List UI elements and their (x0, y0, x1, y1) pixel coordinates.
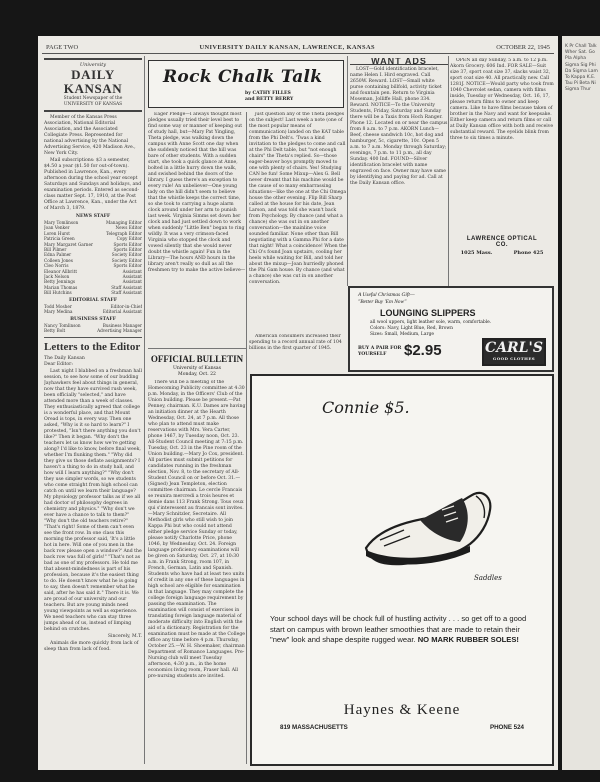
haynes-keene-body (270, 614, 536, 646)
member-text: Member of the Kansas Press Association, National Editorial Association, and the Associated Collegiate Press. Represented for national advertising by the National Advertising Service, 420 Madison Ave., New York City. (44, 115, 136, 156)
mail-text: Mail subscriptions: $3 a semester, $4.50 a year ($1.50 for out-of-town). Published in Lawrence, Kan., every afternoon during the school year except Saturdays and Sundays and holidays, and examination periods. Entered as second-class matter Sept. 17, 1910, at the Post Office at Lawrence, Kan., under the Act of March 3, 1879. (44, 158, 142, 211)
staff-line (44, 290, 142, 295)
staff-name: Marian Thomas (44, 284, 78, 290)
column-rule-4 (448, 56, 449, 286)
staff-role: Editorial Assistant (102, 309, 142, 315)
staff-name: Loren Hurst (44, 230, 70, 236)
slippers-line-1: A Useful Christmas Gift— (358, 292, 415, 298)
staff-name: Patricia Green (44, 236, 75, 242)
staff-name: Jack Nelson (44, 274, 70, 280)
column-staff-letters (44, 58, 142, 764)
lawrence-optical-contact (450, 250, 554, 256)
want-ads-text: LOST—Gold identification bracelet, name Helen I. Hird engraved. Call 2650W. Reward. LOST—Small white purse containing billfold, activity ticket and fountain pen. Return to Virginia Moseman, Jolliffe Hall, phone 334. Reward. NOTICE—To the University Students, Friday, Saturday and Sunday there will be a Taxis from Hoch Ranger. Phone 12. Located on or near the campus from 8 a.m. to 7 p.m. AKORN Lunch—Beef, cheese sandwich 10c, hot dog and hamburger, 5c, cigarette, 10c. Open 5 a.m. to 7 a.m. Monday through Saturday; evenings, 7 p.m. to 11 p.m., all day Sunday. 400 Ind. FOUND—Silver identification bracelet with name engraved on face. Owner may have same by identifying and paying for ad. Call at the Daily Kansan office. (350, 67, 448, 186)
slippers-desc-1: all wool uppers, light leather sole, warm, comfortable. (370, 320, 492, 325)
classified-column-right (450, 58, 554, 212)
staff-name: Mary Tomlinson (44, 220, 79, 225)
staff-role: Managing Editor (106, 220, 142, 225)
staff-role: Business Manager (102, 322, 142, 328)
hk-body-1: Your school days will be chock full of hustling activity . . . (270, 614, 460, 623)
slippers-buy-text: BUY A PAIR FOR YOURSELF (358, 346, 402, 357)
staff-name: Nancy Tomlinson (44, 322, 81, 328)
column-rule-3 (347, 56, 348, 286)
staff-name: Mary Margaret Garner (44, 241, 93, 247)
slippers-desc-2: Colors: Navy, Light Blue, Red, Brown (370, 326, 453, 331)
slippers-ad (348, 286, 554, 372)
flag (44, 58, 142, 112)
page-number: PAGE TWO (46, 44, 79, 51)
adjacent-page-text: K Pr Chall Talk Wher Sat. Go Pla Alpha Sigma Sig Phi Da Sigma Lam To Kappa K.E. Tau Pi Beta Ni Sigma Thur (565, 44, 598, 93)
staff-name: Bill Hutchins (44, 290, 72, 296)
editorial-staff-list (44, 304, 142, 315)
letters-salutation: The Daily Kansan Dear Editor: (44, 356, 85, 368)
lawrence-optical-co: CO. (495, 242, 509, 248)
bulletin-paragraph: There will be a meeting of the Homecoming Publicity committee at 4:30 p.m. Monday, in the Officers' Club of the Union building. Please be present.—Pat Penney, chairman. K.U. Dames are having an initiation dinner at the Hearth Wednesday, Oct. 24, at 7 p.m. All those who plan to attend must make reservations with Mrs. Vera Carter, phone 1467, by Tuesday noon, Oct. 23. All-Student Council meeting at 7:15 p.m. Tuesday, Oct. 23 in the Pine room of the Union building.—Mary Jo Cox, president. All parties must submit petitions for candidates running in the freshman election, Nov. 8, to the secretary of All-Student Council on or before Oct. 31.—(Signed) Jean Templeton, election committee chairman. Le cercle Francais se reunira mercredi a trois heures et demie dans 113 Frank Strong. Tous ceux qui s'interessent au francais sont invites.—Mary Schnitzler, Secretaire. All Methodist girls who still wish to join Kappa Phi but who could not attend either pledge service Sunday or today, please notify Charlotte Price, phone 1046, by Wednesday, Oct. 24. Foreign language proficiency examinations will be given on Saturday, Oct. 27, at 10:30 a.m. in Frank Strong, room 107, in French, German, Latin and Spanish. Students who have had at least two units of credit in any one of these languages in high school are eligible for examination in that language. They may complete the college foreign language requirement by passing the examination. The examination will consist of exercises in translating foreign language material of moderate difficulty into English with the aid of a dictionary. Registration for the examination must be made at the College office any time before 4 p.m. Thursday, October 25.—W. H. Shoemaker, chairman Department of Romance Languages. Pre-Nursing club will meet Tuesday afternoon, 4:30 p.m., in the home economics living room, Fraser hall. All pre-nursing students are invited. (148, 380, 246, 679)
adjacent-page-edge (562, 36, 600, 770)
staff-role: Sports Editor (113, 241, 142, 247)
news-staff-list (44, 220, 142, 296)
staff-name: Cleo Norris (44, 263, 69, 269)
consumers-note (249, 334, 345, 372)
rock-chalk-title: Rock Chalk Talk (163, 67, 323, 87)
staff-line (44, 309, 142, 314)
bulletin-sub-1: University of Kansas (172, 366, 222, 371)
flag-university: University (79, 62, 107, 68)
letters-tail: Animals die more quickly from lack of sleep than from lack of food. (44, 641, 139, 653)
staff-name: Betty Bolt (44, 327, 66, 333)
rock-chalk-text-right (249, 112, 347, 332)
staff-name: Todd Mosher (44, 303, 72, 309)
carls-logo (482, 338, 546, 366)
column-rule-1 (144, 56, 145, 764)
staff-role: Assistant (122, 268, 142, 274)
staff-role: Advertising Manager (97, 327, 142, 333)
connie-heading: Connie $5. (322, 398, 410, 417)
staff-role: Sports Editor (113, 263, 142, 269)
rock-chalk-text-left (148, 112, 246, 332)
staff-role: News Editor (115, 225, 142, 231)
saddles-label: Saddles (474, 574, 502, 582)
staff-name: Bill Pilmer (44, 247, 67, 253)
letters-signature: Sincerely, M.T. (107, 634, 142, 640)
flag-title: DAILY KANSAN (63, 67, 123, 96)
slippers-headline: LOUNGING SLIPPERS (380, 308, 476, 318)
staff-name: Eleanor Allbritt (44, 268, 78, 274)
staff-name: Betty Jennings (44, 279, 76, 285)
business-staff-list (44, 323, 142, 334)
bulletin-rule (148, 348, 246, 349)
rock-right-paragraph: just question any of the Theta pledges on the subject! Last week a note (one of the most popular means of communication) landed on the KAT table from the Phi Delt's. 'Twas a kind invitation to the pledges to come and call at the Phi Delt table, but "not enough chairs" the Theta's replied. So—those eager-beaver boys promptly moved to one with plenty of chairs. Yes! Studying CAN be fun! Some Mixup—Alex G. Bell never dreamt that his machine would be the cause of so many embarrassing situations—like the one at the Chi Omega house the other evening. Flip Bill Sharp called at the house for his date, Jean Larson, and was told she wasn't back from Psychology. By chance (and what a chance) she was out in on another conversation—the mainline voice sounded familiar. None other than Bill negotiating with a Gamma Phi for a date that night! What a coincidence! When the Chi O's found Joan upstairs, cooling her heels while waiting for Bill, and told her about the mixup—Joan hurriedly phoned the Phi Gam house. By chance (and what a chance) she was cut in on another conversation. (249, 112, 347, 285)
haynes-keene-phone: PHONE 524 (489, 724, 524, 731)
bulletin-text (148, 380, 246, 764)
staff-role: Copy Editor (116, 236, 142, 242)
flag-subtitle-2: UNIVERSITY OF KANSAS (63, 102, 123, 107)
carls-subtitle: GOOD CLOTHES (492, 356, 536, 361)
slippers-price: $2.95 (404, 342, 442, 359)
want-ads (350, 58, 448, 280)
hk-body-3: NO MARK RUBBER SOLES! (417, 635, 519, 645)
staff-role: Staff Assistant (111, 284, 142, 290)
lawrence-address: 1025 Mass. (460, 250, 493, 256)
lawrence-optical-name: LAWRENCE OPTICAL (466, 236, 538, 242)
rock-byline-1: by CATHY FILLES (245, 91, 291, 96)
staff-role: Assistant (122, 279, 142, 285)
staff-role: Staff Assistant (111, 290, 142, 296)
lawrence-phone: Phone 425 (513, 250, 544, 256)
rock-chalk-header (148, 60, 344, 108)
letters-title: Letters to the Editor (44, 337, 142, 353)
rock-left-paragraph: Eager Pledge—I always thought most pledges usually tried their level best to find some way or manner of keeping out of study hall, but—Mary Pat Yingling, Theta pledge, was walking down the campus with Anne Scott one day when she suddenly noticed that the hill was bare of other students. With a sudden start, she took a quick glance at Anne, bolted in a little hurry down the walk, and swished behind the doors of the library. I guess there's an exception to every rule! An unbeliever—One young lady on the hill didn't seem to believe that the whistle keeps the correct time, so she took to carrying a huge alarm clock around under her arm to punish last week. Virginia Simms set down her clock and had just settled down to work when suddenly "Little Ben" began to ring wildly. It was a very crimson-faced Virginia who stopped the clock and vowed silently that she would never doubt the whistle again! Fun in the Library—The hours AND hours in the library aren't really so dull as all the freshmen try to make the active believe— (148, 112, 246, 273)
flag-subtitle-1: Student Newspaper of the (63, 96, 123, 101)
newspaper-page (38, 36, 558, 770)
bulletin-subtitle (148, 366, 246, 377)
masthead (42, 42, 554, 54)
staff-name: Joan Venker (44, 225, 70, 231)
staff-role: Editor-in-Chief (110, 303, 142, 309)
staff-role: Society Editor (111, 257, 142, 263)
rock-byline-2: and BETTY BERRY (245, 96, 294, 102)
rock-chalk-byline (245, 91, 293, 102)
classified-right-text: OPEN all day Sunday, 5 a.m. to 12 p.m. Akorn Grocery. 606 Ind. FOR SALE—Suit size 37, sport coat size 37, slacks waist 32, sport coat size 40. All practically new. Call 1281J. NOTICE—Would party who took from 1040 Chevrolet sedan, camera with films inside, Tuesday or Wednesday, Oct. 16, 17, please return films to owner and keep camera. Like to have films because taken of brother in the Navy and want for keepsake. Either keep camera and return films or call at Daily Kansan office with both and receive substantial reward. The eyelids blink from three to six times a minute. (450, 58, 554, 141)
haynes-keene-ad (250, 374, 554, 766)
bulletin-sub-2: Monday, Oct. 22 (178, 371, 216, 377)
staff-name: Edna Palmer (44, 252, 72, 258)
lawrence-optical-ad (450, 236, 554, 280)
saddle-shoe-illustration (358, 470, 498, 580)
paper-name-line: UNIVERSITY DAILY KANSAN, LAWRENCE, KANSAS (199, 44, 375, 51)
letters-body: Last night I blabbed on a freshman hall session, to see how some of our budding Jayhawkers feel about things in general, now that they have survived rush week, been officially "selected," and have attended more than a week of classes. They enthusiastically agreed that college is a wonderful place, and that Mount Oread is tops, in every way. Then one asked, "Why is it so hard to learn?" I protested, "Isn't there anything you don't like?" Then it began. "Why don't the teachers let us know how we're getting along? I'd like to know, before final week, whether I'm flunking them." "Why did they give us those deflate assignments? I haven't a thing to do in study hall, and how will I learn anything?" "Why don't they use simpler words, so we students who come straight from high school can catch on until we learn their language? My physiology professor talks as if we all had doctor of philosophy degrees in chemistry and physics." "Why don't we ever have a chance to talk to them?" "Why don't the old teachers retire?" "That's right! Some of them can't even see the front row. In one class this morning the professor said, 'It's a little hot in here. Will one of you men in the back row please open a window?' And the back row was full of girls!" "That's not as bad as one of my professors. He told me that absent-mindedness is part of his profession, because it's the easiest thing to do. He doesn't know what he is going to say, then doesn't remember what he said, after he has said it." There it is. We are proud of our university and our teachers. But are young minds need young viewpoints as well as experience. We need teachers who can stay three jumps ahead of us, instead of limping behind on crutches. (44, 369, 142, 633)
staff-role: Sports Editor (113, 247, 142, 253)
haynes-keene-name: Haynes & Keene (343, 702, 461, 718)
carls-name: CARL'S (485, 340, 543, 356)
want-ads-title: WANT ADS (350, 58, 448, 65)
issue-date: OCTOBER 22, 1945 (496, 44, 550, 51)
news-staff-heading: NEWS STAFF (75, 214, 111, 219)
staff-name: Mary Medina (44, 309, 73, 315)
slippers-line-2: "Better Buy 'Em Now" (358, 299, 407, 305)
staff-role: Assistant (122, 274, 142, 280)
editorial-staff-heading: EDITORIAL STAFF (69, 297, 117, 303)
consumers-text: American consumers increased their spending to a record annual rate of 104 billions in the first quarter of 1945. (249, 334, 342, 351)
staff-line (44, 328, 142, 333)
column-rule-2 (246, 112, 247, 764)
slippers-desc-3: Sizes: Small, Medium, Large (370, 332, 434, 337)
bulletin-title: OFFICIAL BULLETIN (150, 354, 244, 364)
hk-body-2: so get off to a good start on campus with brown leather smoothies that are made to retain their "new" look and shape despite rugged wear. (270, 614, 527, 645)
business-staff-heading: BUSINESS STAFF (70, 316, 116, 322)
staff-role: Society Editor (111, 252, 142, 258)
staff-role: Telegraph Editor (106, 230, 142, 236)
haynes-keene-address: 819 MASSACHUSETTS (280, 724, 348, 731)
staff-name: Colleen Jones (44, 257, 73, 263)
